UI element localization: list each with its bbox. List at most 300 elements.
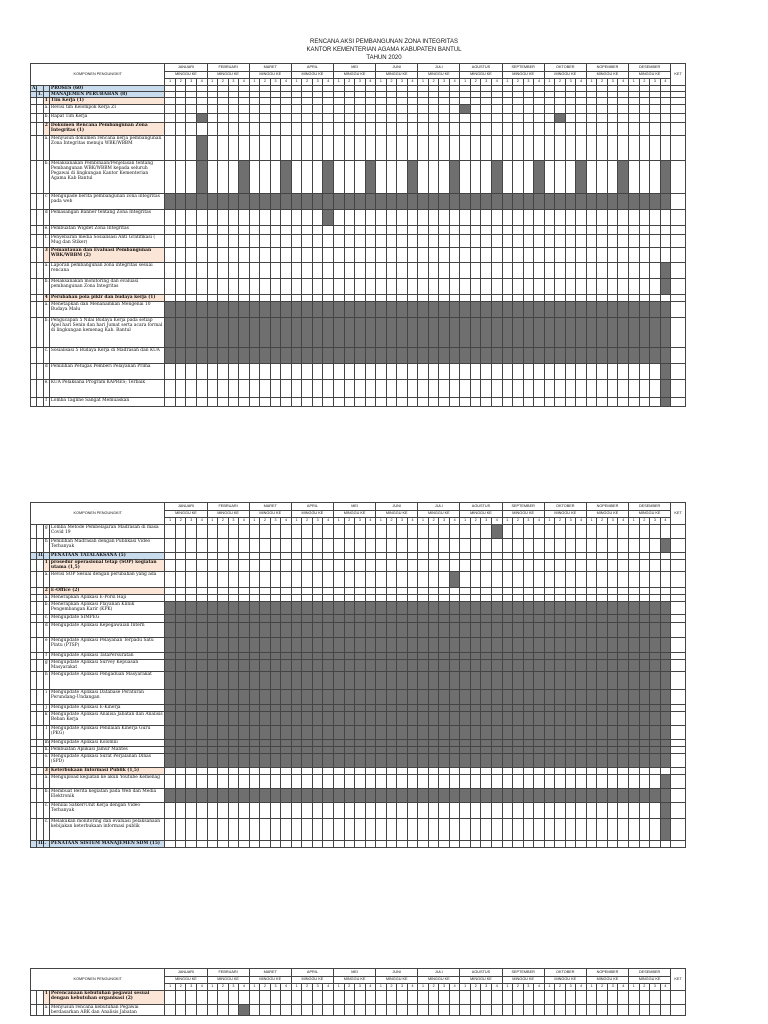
week-cell <box>650 525 661 539</box>
week-number: 3 <box>186 79 197 86</box>
week-cell <box>449 623 460 638</box>
month-header: JULI <box>418 64 460 72</box>
week-cell <box>291 294 302 301</box>
week-cell <box>186 560 197 572</box>
week-cell <box>502 397 513 406</box>
week-cell <box>365 525 376 539</box>
week-number: 3 <box>270 79 281 86</box>
week-cell <box>418 397 429 406</box>
week-cell <box>439 317 450 347</box>
week-cell <box>439 379 450 397</box>
week-cell <box>523 803 534 819</box>
week-cell <box>523 525 534 539</box>
week-cell <box>270 234 281 247</box>
week-number: 2 <box>513 984 524 991</box>
week-cell <box>239 754 250 768</box>
week-cell <box>629 104 640 113</box>
week-cell <box>270 160 281 193</box>
week-cell <box>334 317 345 347</box>
week-cell <box>544 775 555 789</box>
week-cell <box>291 1005 302 1016</box>
week-cell <box>502 104 513 113</box>
week-cell <box>386 193 397 209</box>
week-cell <box>302 726 313 740</box>
week-cell <box>302 135 313 160</box>
week-cell <box>323 595 334 602</box>
week-cell <box>576 363 587 379</box>
week-cell <box>439 775 450 789</box>
week-cell <box>523 819 534 841</box>
week-cell <box>660 623 671 638</box>
week-cell <box>397 113 408 122</box>
week-cell <box>449 588 460 595</box>
week-cell <box>470 113 481 122</box>
week-cell <box>207 104 218 113</box>
week-cell <box>249 160 260 193</box>
week-cell <box>565 638 576 653</box>
activity-text: Lomba Metode Pembelajaran Madrasah di masa Covid 19 <box>49 525 165 539</box>
ket-header: KET <box>671 503 686 525</box>
week-cell <box>291 623 302 638</box>
week-cell <box>597 104 608 113</box>
week-cell <box>165 615 176 623</box>
week-cell <box>355 588 366 595</box>
week-cell <box>407 660 418 672</box>
minggu-label: MINGGU KE <box>334 72 376 79</box>
week-cell <box>534 672 545 690</box>
activity-text: E-Office (2) <box>49 588 165 595</box>
week-cell <box>165 294 176 301</box>
week-cell <box>513 160 524 193</box>
week-cell <box>302 623 313 638</box>
week-cell <box>586 317 597 347</box>
week-cell <box>576 317 587 347</box>
week-cell <box>523 841 534 848</box>
week-cell <box>576 754 587 768</box>
week-number: 3 <box>439 518 450 525</box>
week-cell <box>228 560 239 572</box>
week-cell <box>629 712 640 726</box>
week-cell <box>555 553 566 560</box>
week-cell <box>355 135 366 160</box>
week-cell <box>565 225 576 234</box>
week-cell <box>544 397 555 406</box>
week-cell <box>586 525 597 539</box>
week-cell <box>491 539 502 553</box>
week-cell <box>639 113 650 122</box>
week-cell <box>196 363 207 379</box>
week-cell <box>470 397 481 406</box>
week-cell <box>196 768 207 775</box>
week-cell <box>270 672 281 690</box>
week-cell <box>376 347 387 363</box>
week-cell <box>228 754 239 768</box>
week-cell <box>376 595 387 602</box>
week-number: 1 <box>207 518 218 525</box>
week-number: 2 <box>470 79 481 86</box>
week-cell <box>513 803 524 819</box>
week-cell <box>439 712 450 726</box>
week-cell <box>165 104 176 113</box>
week-cell <box>228 294 239 301</box>
month-header: AGUSTUS <box>460 64 502 72</box>
week-cell <box>629 653 640 660</box>
week-cell <box>513 525 524 539</box>
week-cell <box>218 712 229 726</box>
week-cell <box>523 397 534 406</box>
activity-text: Dokumen Rencana Pembangunan Zona Integritas (1) <box>49 122 165 135</box>
week-cell <box>386 209 397 225</box>
week-cell <box>639 672 650 690</box>
week-cell <box>228 672 239 690</box>
week-cell <box>586 560 597 572</box>
week-cell <box>291 768 302 775</box>
week-cell <box>428 660 439 672</box>
week-cell <box>175 991 186 1005</box>
week-cell <box>597 705 608 712</box>
activity-text: Menyusun dokumen rencana kerja pembangunan Zona Integritas menuju WBK/WBBM <box>49 135 165 160</box>
week-cell <box>281 234 292 247</box>
week-cell <box>376 104 387 113</box>
activity-text: Pengucapan 5 Nilai Budaya Kerja pada setiap Apel hari Senin dan hari Jumat serta acara formal di lingkungan kemenag Kab. Bantul <box>49 317 165 347</box>
week-cell <box>175 379 186 397</box>
week-cell <box>460 615 471 623</box>
week-cell <box>323 740 334 747</box>
week-cell <box>650 193 661 209</box>
week-cell <box>312 588 323 595</box>
week-cell <box>544 595 555 602</box>
week-cell <box>186 209 197 225</box>
month-header: NOPEMBER <box>586 969 628 977</box>
week-cell <box>449 247 460 262</box>
week-cell <box>323 775 334 789</box>
week-cell <box>386 726 397 740</box>
week-cell <box>218 1005 229 1016</box>
week-cell <box>323 539 334 553</box>
week-number: 4 <box>407 518 418 525</box>
ket-cell <box>671 789 686 803</box>
activity-row <box>31 595 686 602</box>
week-cell <box>544 660 555 672</box>
week-number: 3 <box>523 518 534 525</box>
week-cell <box>365 726 376 740</box>
week-cell <box>650 754 661 768</box>
week-cell <box>513 754 524 768</box>
month-header: SEPTEMBER <box>502 64 544 72</box>
week-cell <box>513 991 524 1005</box>
week-cell <box>534 726 545 740</box>
week-cell <box>576 638 587 653</box>
week-cell <box>260 705 271 712</box>
week-number: 2 <box>597 984 608 991</box>
week-cell <box>565 122 576 135</box>
week-cell <box>460 234 471 247</box>
week-cell <box>460 193 471 209</box>
week-cell <box>502 789 513 803</box>
week-cell <box>281 803 292 819</box>
week-cell <box>239 705 250 712</box>
week-cell <box>186 775 197 789</box>
row-number: d <box>43 363 49 379</box>
week-cell <box>355 991 366 1005</box>
week-cell <box>196 209 207 225</box>
week-cell <box>544 747 555 754</box>
week-cell <box>291 209 302 225</box>
week-cell <box>407 705 418 712</box>
week-cell <box>397 225 408 234</box>
week-cell <box>165 525 176 539</box>
week-cell <box>513 653 524 660</box>
week-cell <box>629 379 640 397</box>
week-number: 1 <box>418 518 429 525</box>
week-cell <box>218 819 229 841</box>
week-cell <box>249 209 260 225</box>
week-cell <box>470 1005 481 1016</box>
subsection-row <box>31 991 686 1005</box>
week-cell <box>323 623 334 638</box>
week-cell <box>502 841 513 848</box>
week-cell <box>555 754 566 768</box>
week-cell <box>660 726 671 740</box>
week-cell <box>249 841 260 848</box>
week-cell <box>344 712 355 726</box>
week-cell <box>281 278 292 294</box>
week-cell <box>555 747 566 754</box>
week-cell <box>418 379 429 397</box>
week-cell <box>239 572 250 588</box>
week-cell <box>376 560 387 572</box>
week-cell <box>607 638 618 653</box>
week-cell <box>460 301 471 317</box>
week-cell <box>196 1005 207 1016</box>
week-cell <box>281 301 292 317</box>
week-cell <box>481 135 492 160</box>
week-cell <box>207 379 218 397</box>
week-cell <box>439 595 450 602</box>
week-cell <box>597 225 608 234</box>
week-cell <box>260 560 271 572</box>
week-cell <box>249 193 260 209</box>
week-cell <box>586 234 597 247</box>
week-number: 1 <box>291 79 302 86</box>
week-cell <box>534 690 545 705</box>
week-cell <box>576 841 587 848</box>
week-cell <box>629 539 640 553</box>
week-cell <box>302 775 313 789</box>
week-cell <box>481 754 492 768</box>
week-cell <box>249 301 260 317</box>
week-cell <box>249 525 260 539</box>
week-cell <box>534 525 545 539</box>
week-cell <box>186 653 197 660</box>
week-cell <box>502 615 513 623</box>
week-cell <box>513 193 524 209</box>
week-cell <box>228 225 239 234</box>
week-cell <box>218 247 229 262</box>
week-number: 3 <box>397 79 408 86</box>
week-cell <box>491 660 502 672</box>
week-cell <box>428 193 439 209</box>
week-cell <box>418 705 429 712</box>
week-cell <box>376 775 387 789</box>
week-cell <box>629 705 640 712</box>
week-cell <box>660 690 671 705</box>
week-cell <box>218 122 229 135</box>
month-header: FEBRUARI <box>207 503 249 511</box>
week-cell <box>239 247 250 262</box>
week-number: 1 <box>165 518 176 525</box>
row-number: m <box>44 740 49 745</box>
week-cell <box>650 803 661 819</box>
week-cell <box>660 363 671 379</box>
week-cell <box>239 397 250 406</box>
week-cell <box>228 712 239 726</box>
week-cell <box>513 595 524 602</box>
week-cell <box>228 301 239 317</box>
week-cell <box>555 726 566 740</box>
week-cell <box>365 595 376 602</box>
week-cell <box>239 726 250 740</box>
week-cell <box>218 104 229 113</box>
week-number: 2 <box>175 518 186 525</box>
week-cell <box>270 379 281 397</box>
week-cell <box>355 553 366 560</box>
week-cell <box>639 803 650 819</box>
week-cell <box>544 135 555 160</box>
week-cell <box>175 660 186 672</box>
week-cell <box>386 160 397 193</box>
week-cell <box>449 602 460 615</box>
week-cell <box>196 193 207 209</box>
week-cell <box>196 841 207 848</box>
week-cell <box>607 572 618 588</box>
week-cell <box>491 726 502 740</box>
week-cell <box>344 747 355 754</box>
week-cell <box>175 397 186 406</box>
week-cell <box>460 160 471 193</box>
week-cell <box>491 638 502 653</box>
week-cell <box>449 397 460 406</box>
week-cell <box>302 1005 313 1016</box>
week-cell <box>544 841 555 848</box>
week-cell <box>555 789 566 803</box>
week-cell <box>534 113 545 122</box>
week-number: 4 <box>576 518 587 525</box>
week-cell <box>534 234 545 247</box>
week-cell <box>281 841 292 848</box>
week-cell <box>555 135 566 160</box>
week-cell <box>597 209 608 225</box>
week-cell <box>449 638 460 653</box>
week-cell <box>355 768 366 775</box>
week-cell <box>218 615 229 623</box>
week-cell <box>249 712 260 726</box>
week-cell <box>165 193 176 209</box>
week-cell <box>291 595 302 602</box>
week-cell <box>365 379 376 397</box>
week-cell <box>523 347 534 363</box>
week-number: 4 <box>534 79 545 86</box>
week-cell <box>544 726 555 740</box>
week-number: 3 <box>228 79 239 86</box>
week-cell <box>186 525 197 539</box>
week-cell <box>407 234 418 247</box>
activity-row <box>31 262 686 278</box>
week-cell <box>397 278 408 294</box>
week-cell <box>660 768 671 775</box>
week-cell <box>418 819 429 841</box>
week-cell <box>439 705 450 712</box>
week-cell <box>586 602 597 615</box>
week-cell <box>281 615 292 623</box>
week-number: 1 <box>291 984 302 991</box>
week-cell <box>334 278 345 294</box>
week-cell <box>270 638 281 653</box>
week-cell <box>439 638 450 653</box>
week-cell <box>607 588 618 595</box>
week-cell <box>449 740 460 747</box>
week-cell <box>470 104 481 113</box>
row-number: c. <box>43 615 49 623</box>
week-cell <box>650 690 661 705</box>
week-cell <box>618 712 629 726</box>
week-cell <box>291 160 302 193</box>
week-cell <box>344 819 355 841</box>
week-cell <box>576 247 587 262</box>
week-cell <box>207 653 218 660</box>
week-cell <box>650 595 661 602</box>
week-cell <box>523 623 534 638</box>
week-cell <box>228 209 239 225</box>
week-cell <box>355 347 366 363</box>
week-cell <box>534 660 545 672</box>
week-number: 4 <box>534 518 545 525</box>
week-cell <box>302 705 313 712</box>
week-cell <box>523 301 534 317</box>
week-cell <box>407 560 418 572</box>
week-cell <box>449 278 460 294</box>
week-cell <box>281 712 292 726</box>
week-cell <box>491 135 502 160</box>
week-cell <box>607 602 618 615</box>
week-cell <box>460 247 471 262</box>
week-cell <box>291 740 302 747</box>
week-cell <box>365 560 376 572</box>
week-cell <box>312 775 323 789</box>
week-cell <box>260 588 271 595</box>
week-number: 2 <box>639 984 650 991</box>
week-cell <box>323 726 334 740</box>
week-cell <box>565 841 576 848</box>
week-cell <box>323 294 334 301</box>
week-cell <box>439 623 450 638</box>
week-number: 1 <box>376 984 387 991</box>
week-number: 3 <box>355 79 366 86</box>
week-cell <box>281 294 292 301</box>
week-cell <box>323 754 334 768</box>
week-cell <box>576 234 587 247</box>
week-number: 2 <box>386 79 397 86</box>
week-cell <box>376 754 387 768</box>
week-number: 3 <box>312 518 323 525</box>
week-cell <box>650 225 661 234</box>
week-cell <box>586 623 597 638</box>
week-cell <box>196 247 207 262</box>
week-cell <box>218 113 229 122</box>
week-cell <box>597 726 608 740</box>
week-cell <box>386 638 397 653</box>
week-cell <box>586 278 597 294</box>
